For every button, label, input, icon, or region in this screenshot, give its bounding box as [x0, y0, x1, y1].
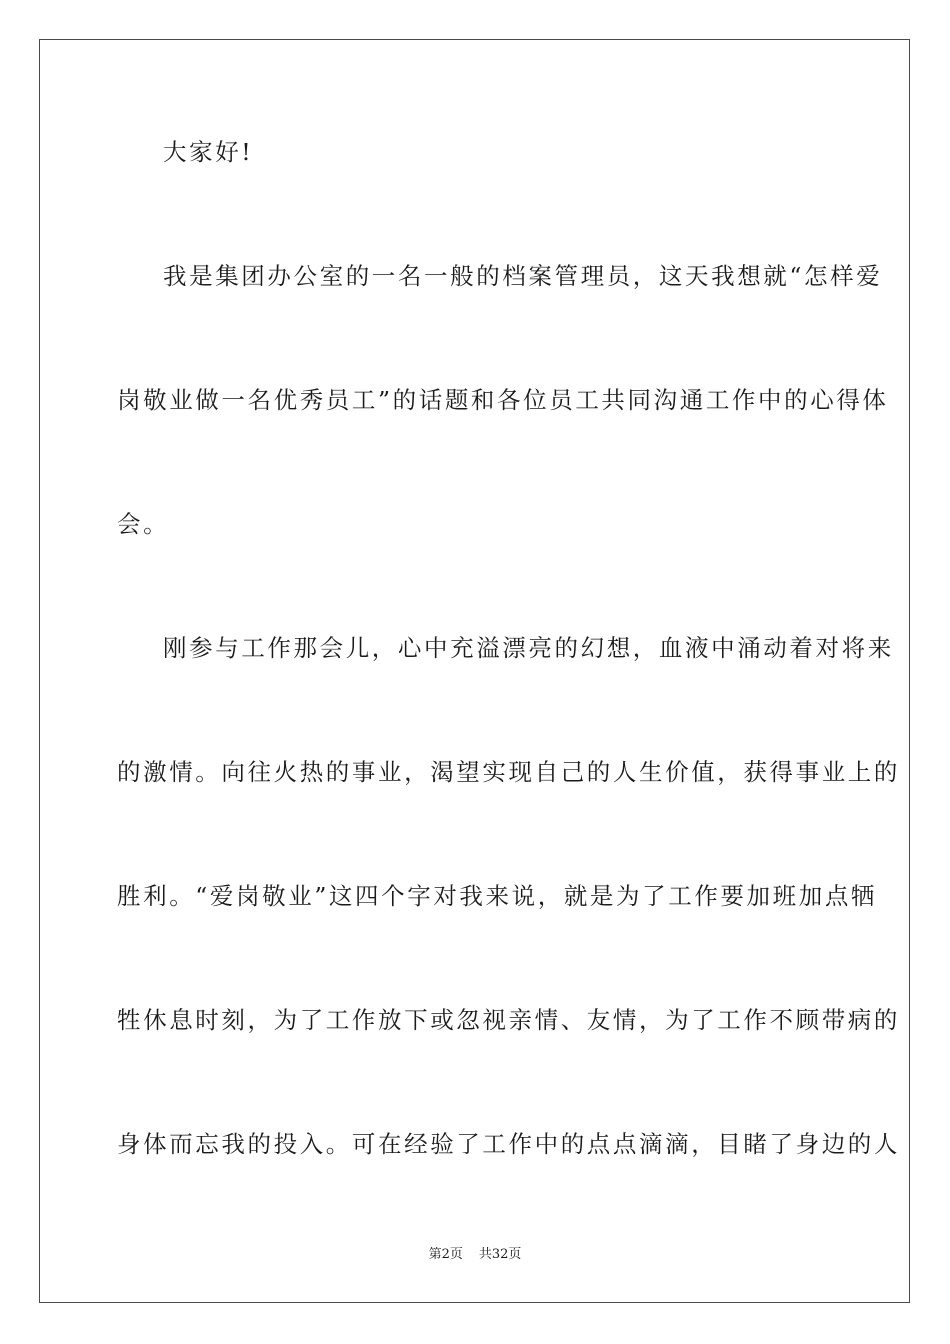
page-total: 共32页	[478, 1247, 522, 1262]
page-number: 第2页	[428, 1247, 463, 1262]
paragraph-2-line-5: 身体而忘我的投入。可在经验了工作中的点点滴滴，目睹了身边的人	[117, 1130, 900, 1158]
paragraph-1-line-3: 会。	[117, 510, 170, 538]
paragraph-1-line-1: 我是集团办公室的一名一般的档案管理员，这天我想就“怎样爱	[163, 262, 883, 290]
paragraph-2-line-2: 的激情。向往火热的事业，渴望实现自己的人生价值，获得事业上的	[117, 758, 900, 786]
paragraph-2-line-4: 牲休息时刻，为了工作放下或忽视亲情、友情，为了工作不顾带病的	[117, 1006, 900, 1034]
greeting-line: 大家好!	[163, 138, 254, 166]
page-footer	[0, 1247, 950, 1263]
page-frame	[39, 39, 910, 1303]
paragraph-1-line-2: 岗敬业做一名优秀员工”的话题和各位员工共同沟通工作中的心得体	[117, 386, 889, 414]
paragraph-2-line-3: 胜利。“爱岗敬业”这四个字对我来说，就是为了工作要加班加点牺	[117, 882, 878, 910]
paragraph-2-line-1: 刚参与工作那会儿，心中充溢漂亮的幻想，血液中涌动着对将来	[163, 634, 894, 662]
